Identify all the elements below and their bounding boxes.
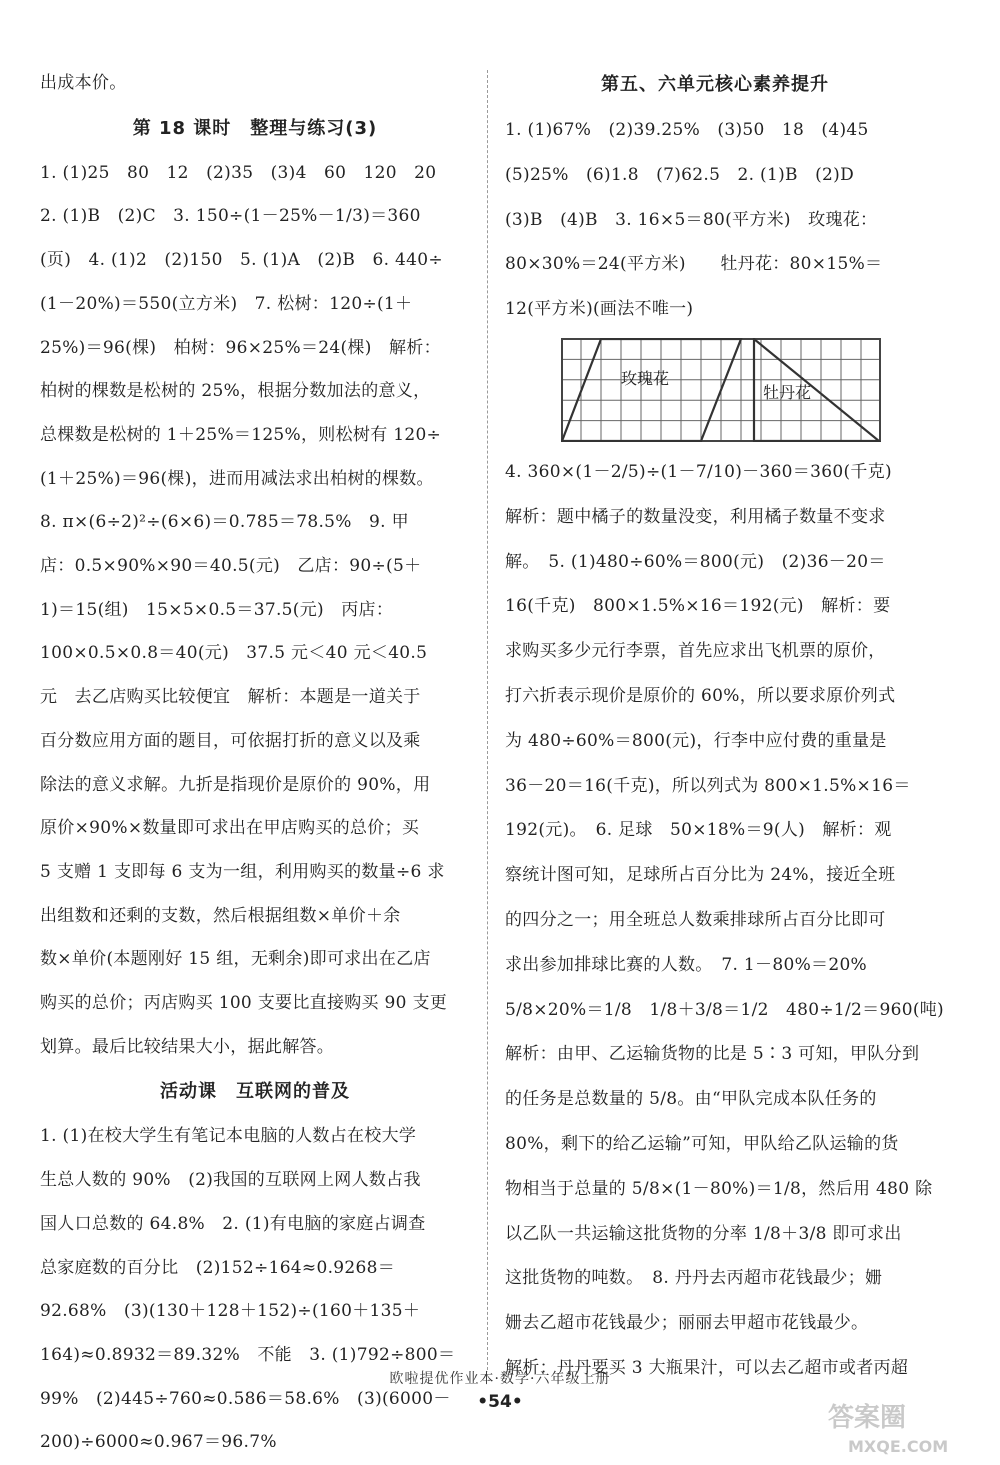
text-line: 5/8×20%＝1/8 1/8＋3/8＝1/2 480÷1/2＝960(吨)	[505, 999, 944, 1020]
text-line: 总棵数是松树的 1＋25%＝125%，则松树有 120÷	[40, 424, 442, 445]
text-line: 求购买多少元行李票，首先应求出飞机票的原价，	[505, 641, 886, 662]
rose-label: 玫瑰花	[621, 368, 670, 388]
text-line: 的四分之一；用全班总人数乘排球所占百分比即可	[505, 909, 886, 930]
text-line: 总家庭数的百分比 (2)152÷164≈0.9268＝	[40, 1257, 396, 1278]
section-heading: 第五、六单元核心素养提升	[601, 74, 829, 95]
text-line: (1－20%)＝550(立方米) 7. 松树：120÷(1＋	[40, 293, 413, 314]
peony-label: 牡丹花	[763, 382, 812, 402]
page-number: •54•	[477, 1392, 523, 1412]
text-line: 划算。最后比较结果大小，据此解答。	[40, 1036, 335, 1057]
text-line: 的任务是总数量的 5/8。由“甲队完成本队任务的	[505, 1089, 877, 1110]
answer-block	[40, 1115, 470, 1465]
text-line: 国人口总数的 64.8% 2. (1)有电脑的家庭占调查	[40, 1213, 426, 1234]
watermark-sub: MXQE.COM	[848, 1437, 949, 1456]
text-line: (页) 4. (1)2 (2)150 5. (1)A (2)B 6. 440÷	[40, 250, 443, 271]
text-line: 元 去乙店购买比较便宜 解析：本题是一道关于	[40, 687, 421, 708]
grid-diagram	[561, 338, 881, 442]
text-line: 解析：由甲、乙运输货物的比是 5∶3 可知，甲队分到	[505, 1044, 920, 1065]
text-line: 1)＝15(组) 15×5×0.5＝37.5(元) 丙店：	[40, 599, 394, 620]
text-line: 1. (1)在校大学生有笔记本电脑的人数占在校大学	[40, 1126, 417, 1147]
text-line: 4. 360×(1－2/5)÷(1－7/10)－360＝360(千克)	[505, 461, 892, 482]
text-line: 出组数和还剩的支数，然后根据组数×单价＋余	[40, 905, 401, 926]
text-line: 姗去乙超市花钱最少；丽丽去甲超市花钱最少。	[505, 1313, 869, 1334]
text-line: 100×0.5×0.8＝40(元) 37.5 元＜40 元＜40.5	[40, 643, 428, 664]
book-title: 欧啦提优作业本·数学·六年级上册	[389, 1371, 611, 1387]
text-line: 生总人数的 90% (2)我国的互联网上网人数占我	[40, 1170, 421, 1191]
watermark-logo	[788, 1398, 988, 1458]
text-line: 购买的总价；丙店购买 100 支要比直接购买 90 支更	[40, 993, 448, 1014]
text-line: (3)B (4)B 3. 16×5＝80(平方米) 玫瑰花：	[505, 209, 878, 230]
parallelogram-rose	[562, 339, 741, 441]
text-line: 除法的意义求解。九折是指现价是原价的 90%，用	[40, 774, 431, 795]
section-heading: 活动课 互联网的普及	[160, 1081, 350, 1103]
column-divider	[487, 70, 488, 1370]
answer-block	[505, 450, 944, 1391]
answer-block	[40, 152, 470, 1070]
text-line: 以乙队一共运输这批货物的分率 1/8＋3/8 即可求出	[505, 1223, 902, 1244]
text-line: 解析：题中橘子的数量没变，利用橘子数量不变求	[505, 506, 886, 527]
text-line: 25%)＝96(棵) 柏树：96×25%＝24(棵) 解析：	[40, 337, 441, 358]
answer-block	[505, 108, 925, 332]
text-line: 1. (1)25 80 12 (2)35 (3)4 60 120 20	[40, 162, 437, 183]
text-line: 柏树的棵数是松树的 25%，根据分数加法的意义，	[40, 381, 431, 402]
text-line: 1. (1)67% (2)39.25% (3)50 18 (4)45	[505, 120, 869, 140]
text-line: 16(千克) 800×1.5%×16＝192(元) 解析：要	[505, 596, 891, 617]
text-line: 164)≈0.8932＝89.32% 不能 3. (1)792÷800＝	[40, 1344, 456, 1365]
text-line: 80%，剩下的给乙运输”可知，甲队给乙队运输的货	[505, 1133, 899, 1154]
text-line: 察统计图可知，足球所占百分比为 24%，接近全班	[505, 865, 896, 886]
grid-svg	[561, 338, 881, 442]
text-line: 为 480÷60%＝800(元)，行李中应付费的重量是	[505, 730, 887, 751]
section-heading: 第 18 课时 整理与练习(3)	[132, 117, 378, 139]
text-line: 80×30%＝24(平方米) 牡丹花：80×15%＝	[505, 254, 883, 275]
text-line: 原价×90%×数量即可求出在甲店购买的总价；买	[40, 818, 420, 839]
text-line: (5)25% (6)1.8 (7)62.5 2. (1)B (2)D	[505, 164, 855, 185]
text-line: 百分数应用方面的题目，可依据打折的意义以及乘	[40, 730, 421, 751]
text-line: 物相当于总量的 5/8×(1－80%)＝1/8，然后用 480 除	[505, 1178, 933, 1199]
left-column	[40, 62, 470, 1465]
text-line: 192(元)。 6. 足球 50×18%＝9(人) 解析：观	[505, 820, 892, 841]
text-line: 92.68% (3)(130＋128＋152)÷(160＋135＋	[40, 1301, 421, 1322]
text-line: 这批货物的吨数。 8. 丹丹去丙超市花钱最少；姗	[505, 1268, 883, 1289]
text-line: 解析：丹丹要买 3 大瓶果汁，可以去乙超市或者丙超	[505, 1357, 909, 1378]
text-line: 打六折表示现价是原价的 60%，所以要求原价列式	[505, 685, 896, 706]
text-line: 36－20＝16(千克)，所以列式为 800×1.5%×16＝	[505, 775, 911, 796]
text-line: 2. (1)B (2)C 3. 150÷(1－25%－1/3)＝360	[40, 206, 421, 227]
right-column	[505, 62, 944, 1391]
text-line: 8. π×(6÷2)²÷(6×6)＝0.785＝78.5% 9. 甲	[40, 512, 409, 533]
text-line: 求出参加排球比赛的人数。 7. 1－80%＝20%	[505, 954, 868, 975]
text-line: 出成本价。	[40, 73, 127, 93]
text-line: 99% (2)445÷760≈0.586＝58.6% (3)(6000－	[40, 1388, 451, 1409]
text-line: 12(平方米)(画法不唯一)	[505, 299, 694, 320]
text-line: 5 支赠 1 支即每 6 支为一组，利用购买的数量÷6 求	[40, 861, 445, 882]
text-line: (1＋25%)＝96(棵)，进而用减法求出柏树的棵数。	[40, 468, 434, 489]
text-line: 200)÷6000≈0.967＝96.7%	[40, 1432, 277, 1453]
text-line: 店：0.5×90%×90＝40.5(元) 乙店：90÷(5＋	[40, 556, 422, 577]
text-line: 解。 5. (1)480÷60%＝800(元) (2)36－20＝	[505, 551, 886, 572]
text-line: 数×单价(本题刚好 15 组，无剩余)即可求出在乙店	[40, 949, 431, 970]
watermark-main: 答案圈	[828, 1403, 907, 1433]
